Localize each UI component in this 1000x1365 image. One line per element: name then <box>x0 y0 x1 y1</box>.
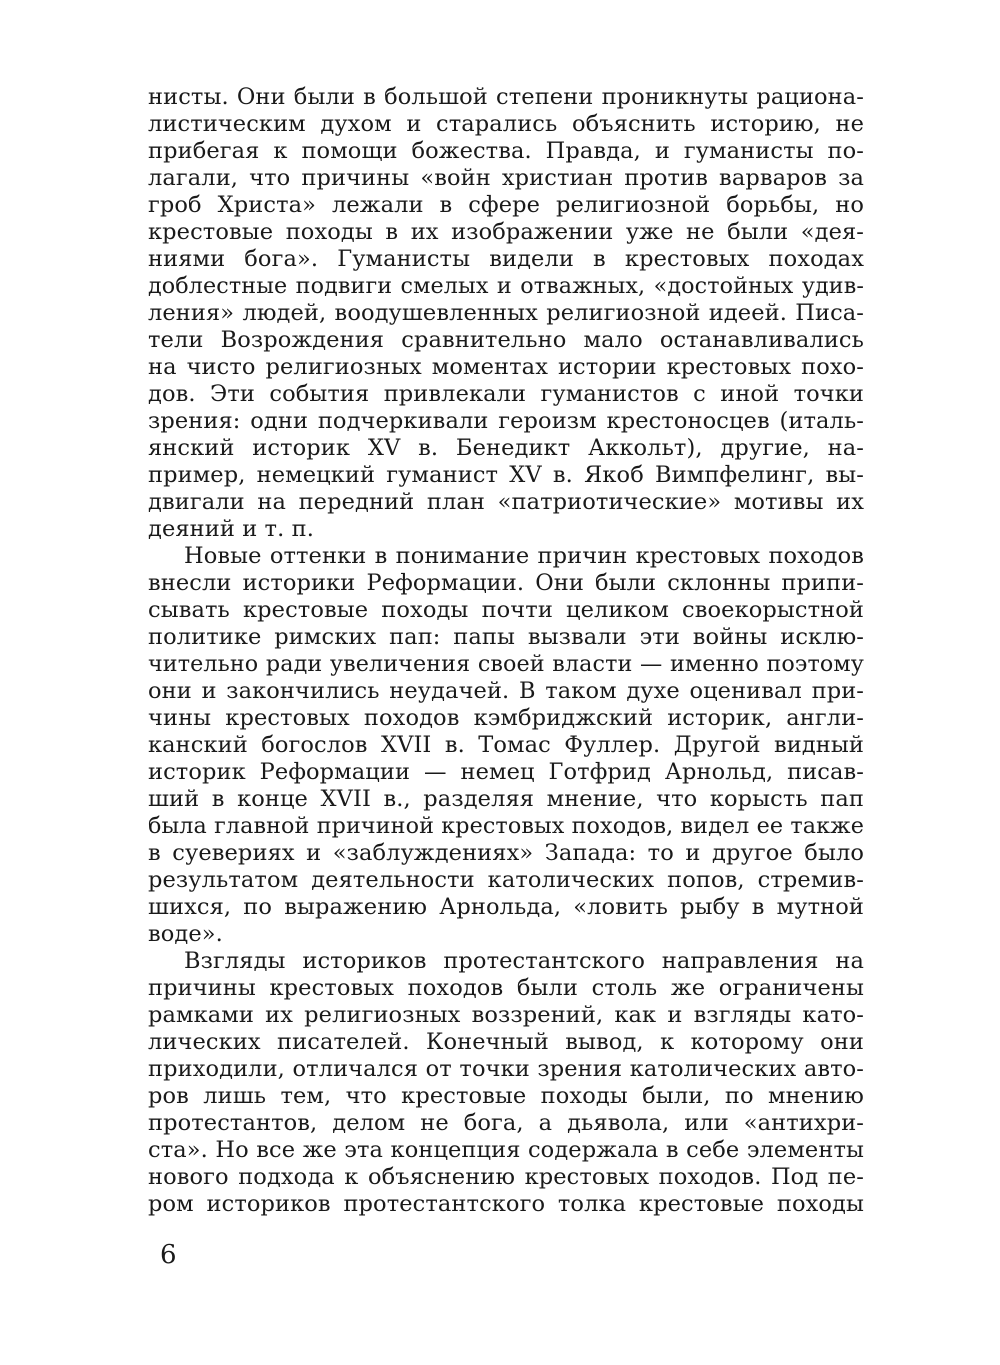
text-line: политике римских пап: папы вызвали эти войны исклю- <box>148 624 864 650</box>
text-line: прибегая к помощи божества. Правда, и гуманисты по- <box>148 138 864 164</box>
text-line: лагали, что причины «войн христиан против варваров за <box>148 165 864 191</box>
text-line: рамками их религиозных воззрений, как и взгляды като- <box>148 1002 864 1028</box>
text-line: крестовые походы в их изображении уже не были «дея- <box>148 219 864 245</box>
text-line: Взгляды историков протестантского направления на <box>184 948 864 974</box>
text-line: дов. Эти события привлекали гуманистов с иной точки <box>148 381 864 407</box>
text-line: они и закончились неудачей. В таком духе оценивал при- <box>148 678 864 704</box>
text-line: приходили, отличался от точки зрения католических авто- <box>148 1056 864 1082</box>
text-line: в суевериях и «заблуждениях» Запада: то и другое было <box>148 840 864 866</box>
text-line: протестантов, делом не бога, а дьявола, или «антихри- <box>148 1110 864 1136</box>
text-line: ления» людей, воодушевленных религиозной идеей. Писа- <box>148 300 864 326</box>
paragraph <box>148 543 864 948</box>
text-line: на чисто религиозных моментах истории крестовых похо- <box>148 354 864 380</box>
text-line: результатом деятельности католических попов, стремив- <box>148 867 864 893</box>
text-line: двигали на передний план «патриотические» мотивы их <box>148 489 864 515</box>
text-line: шихся, по выражению Арнольда, «ловить рыбу в мутной <box>148 894 864 920</box>
text-line: доблестные подвиги смелых и отважных, «достойных удив- <box>148 273 864 299</box>
body-text <box>148 84 864 1218</box>
text-line: историк Реформации — немец Готфрид Арнольд, писав- <box>148 759 864 785</box>
text-line: нового подхода к объяснению крестовых походов. Под пе- <box>148 1164 864 1190</box>
text-line: пример, немецкий гуманист XV в. Якоб Вимпфелинг, вы- <box>148 462 864 488</box>
text-line: янский историк XV в. Бенедикт Аккольт), другие, на- <box>148 435 864 461</box>
text-line: причины крестовых походов были столь же ограничены <box>148 975 864 1001</box>
text-line: гроб Христа» лежали в сфере религиозной борьбы, но <box>148 192 864 218</box>
paragraph <box>148 84 864 543</box>
text-line: лических писателей. Конечный вывод, к которому они <box>148 1029 864 1055</box>
page-number: 6 <box>160 1240 177 1270</box>
text-line: тели Возрождения сравнительно мало останавливались <box>148 327 864 353</box>
text-line: канский богослов XVII в. Томас Фуллер. Другой видный <box>148 732 864 758</box>
text-line: чины крестовых походов кэмбриджский историк, англи- <box>148 705 864 731</box>
text-line: ста». Но все же эта концепция содержала в себе элементы <box>148 1137 864 1163</box>
paragraph <box>148 948 864 1218</box>
text-line: внесли историки Реформации. Они были склонны припи- <box>148 570 864 596</box>
text-line: воде». <box>148 921 223 947</box>
text-line: деяний и т. п. <box>148 516 314 542</box>
text-line: нисты. Они были в большой степени проникнуты рациона- <box>148 84 864 110</box>
text-line: листическим духом и старались объяснить историю, не <box>148 111 864 137</box>
text-line: сывать крестовые походы почти целиком своекорыстной <box>148 597 864 623</box>
text-line: Новые оттенки в понимание причин крестовых походов <box>184 543 864 569</box>
text-line: ром историков протестантского толка крестовые походы <box>148 1191 864 1217</box>
text-line: чительно ради увеличения своей власти — именно поэтому <box>148 651 864 677</box>
text-line: ниями бога». Гуманисты видели в крестовых походах <box>148 246 864 272</box>
text-line: зрения: одни подчеркивали героизм крестоносцев (италь- <box>148 408 864 434</box>
text-line: ший в конце XVII в., разделяя мнение, что корысть пап <box>148 786 864 812</box>
text-line: была главной причиной крестовых походов, видел ее также <box>148 813 864 839</box>
text-line: ров лишь тем, что крестовые походы были, по мнению <box>148 1083 864 1109</box>
